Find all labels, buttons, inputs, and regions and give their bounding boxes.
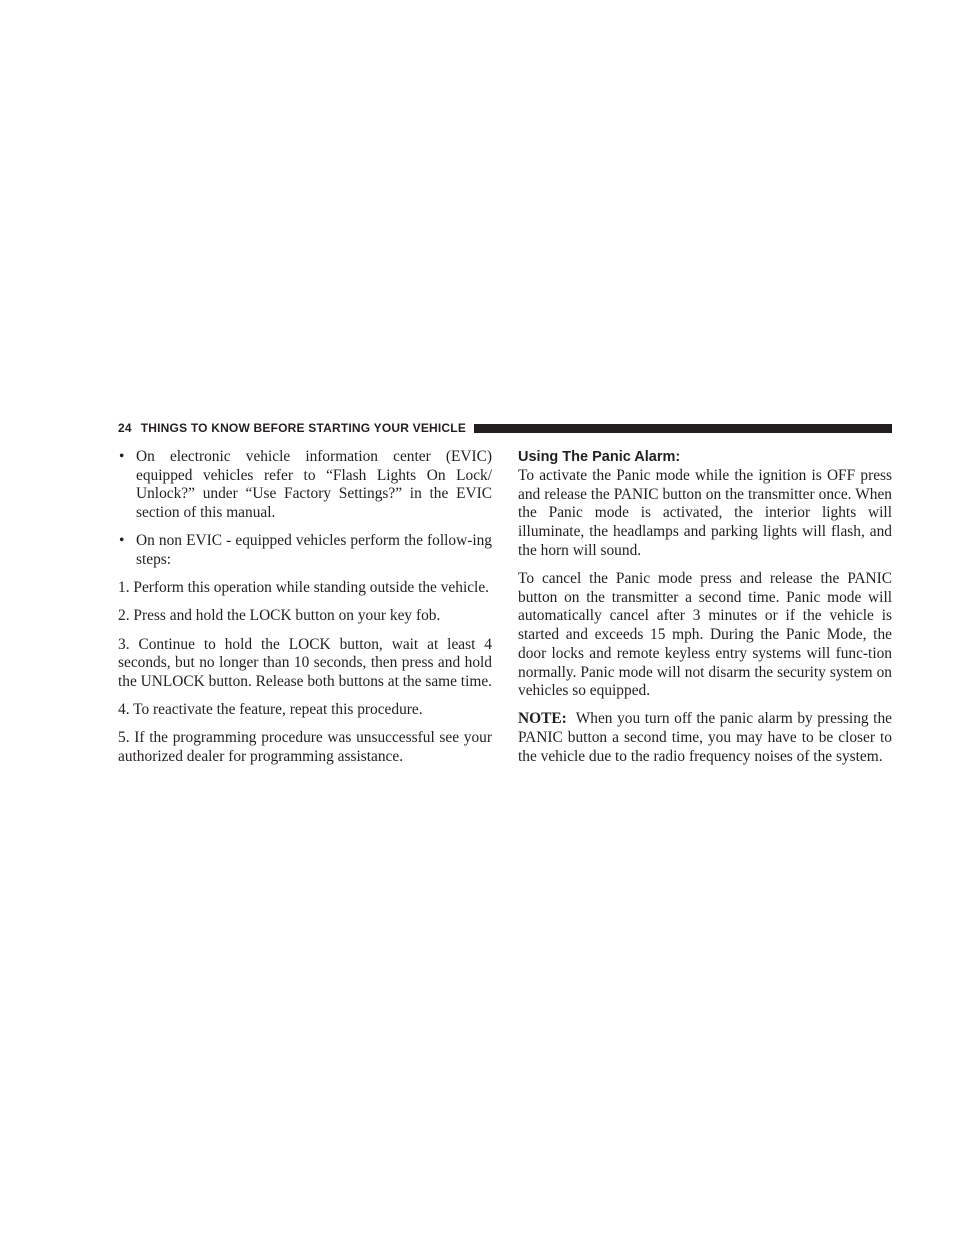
step-4: 4. To reactivate the feature, repeat this procedure. <box>118 701 423 719</box>
bullet-item <box>118 448 492 523</box>
left-column <box>118 448 492 776</box>
section-title: THINGS TO KNOW BEFORE STARTING YOUR VEHICLE <box>140 421 467 435</box>
note-label: NOTE: <box>518 710 567 728</box>
page-number: 24 <box>118 421 132 435</box>
step-1: 1. Perform this operation while standing outside the vehicle. <box>118 579 490 597</box>
bullet-dot: • <box>119 448 125 465</box>
paragraph-activate: To activate the Panic mode while the ignition is OFF press and release the PANIC button on the transmitter once. When the Panic mode is activated, the interior lights will illuminate, the headlamps and parking lights will flash, and the horn will sound. <box>518 467 892 559</box>
paragraph-cancel: To cancel the Panic mode press and release the PANIC button on the transmitter a second time. Panic mode will automatically cancel after 3 minutes or if the vehicle is started and exceeds 15 mph. During the Panic Mode, the door locks and remote keyless entry systems will func-tion normally. Panic mode will not disarm the security system on vehicles so equipped. <box>518 570 892 700</box>
note-text: When you turn off the panic alarm by pressing the PANIC button a second time, you may have to be closer to the vehicle due to the radio frequency noises of the system. <box>518 710 892 765</box>
step-3: 3. Continue to hold the LOCK button, wait at least 4 seconds, but no longer than 10 seconds, then press and hold the UNLOCK button. Release both buttons at the same time. <box>118 635 493 691</box>
right-column <box>518 448 892 776</box>
bullet-text: On electronic vehicle information center (EVIC) equipped vehicles refer to “Flash Lights On Lock/ Unlock?” under “Use Factory Settings?” in the EVIC section of this manual. <box>136 448 492 522</box>
note-paragraph <box>518 710 892 766</box>
bullet-text: On non EVIC - equipped vehicles perform the follow-ing steps: <box>136 532 492 569</box>
step-5: 5. If the programming procedure was unsuccessful see your authorized dealer for programming assistance. <box>118 729 492 766</box>
section-heading: Using The Panic Alarm: <box>518 449 681 465</box>
page-header <box>118 418 892 438</box>
header-rule <box>474 424 892 433</box>
bullet-dot: • <box>119 532 125 550</box>
bullet-item <box>118 532 492 569</box>
header-text <box>118 421 466 435</box>
step-2: 2. Press and hold the LOCK button on your key fob. <box>118 607 441 625</box>
